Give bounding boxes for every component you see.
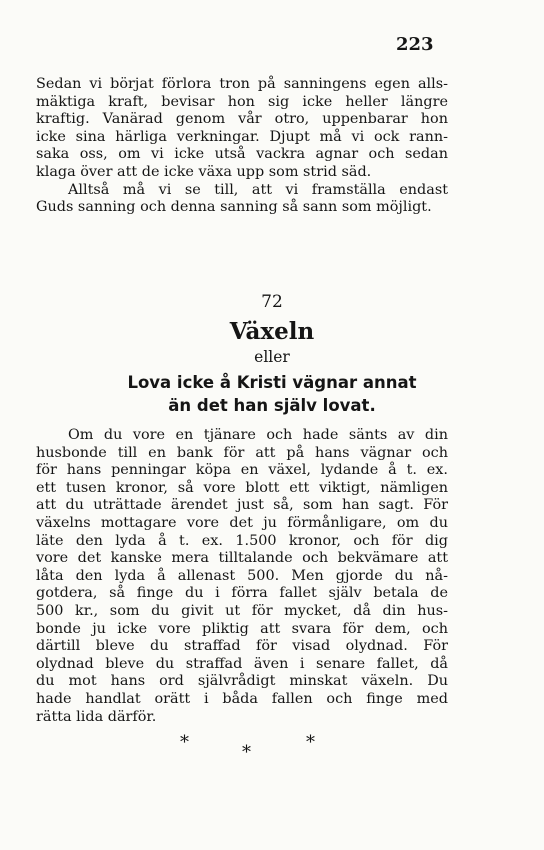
asterisk: * bbox=[242, 742, 251, 763]
text-line: att du uträttade ärendet just så, som han sagt. För bbox=[36, 497, 448, 514]
asterisk: * bbox=[180, 732, 189, 753]
text-line: Alltså må vi se till, att vi framställa endast bbox=[68, 181, 448, 198]
text-line: Sedan vi börjat förlora tron på sanningens egen alls- bbox=[36, 76, 448, 92]
text-line: Guds sanning och denna sanning så sann som möjligt. bbox=[36, 199, 432, 216]
text-line: vore det kanske mera tilltalande och bekvämare att bbox=[36, 550, 448, 567]
text-line: växelns mottagare vore det ju förmånligare, om du bbox=[36, 514, 448, 531]
text-line: olydnad bleve du straffad även i senare fallet, då bbox=[36, 655, 448, 672]
text-line: husbonde till en bank för att på hans vägnar och bbox=[36, 444, 448, 461]
text-line: rätta lida därför. bbox=[36, 708, 157, 725]
page-number: 223 bbox=[396, 34, 434, 55]
intro-paragraph bbox=[36, 76, 448, 217]
text-line: klaga över att de icke växa upp som strid säd. bbox=[36, 163, 372, 180]
text-line: saka oss, om vi icke utså vackra agnar och sedan bbox=[36, 146, 448, 163]
chapter-number: 72 bbox=[261, 292, 283, 312]
text-line: du mot hans ord självrådigt minskat växeln. Du bbox=[36, 673, 448, 690]
text-line: därtill bleve du straffad för visad olydnad. För bbox=[36, 638, 448, 655]
section-separator bbox=[160, 732, 350, 772]
title-conjunction: eller bbox=[254, 348, 290, 366]
subtitle-line: Lova icke å Kristi vägnar annat bbox=[127, 373, 417, 392]
text-line: hade handlat orätt i båda fallen och finge med bbox=[36, 690, 448, 707]
text-line: 500 kr., som du givit ut för mycket, då din hus- bbox=[36, 602, 448, 619]
text-line: låta den lyda å allenast 500. Men gjorde du nå- bbox=[36, 567, 448, 584]
subtitle-line: än det han själv lovat. bbox=[168, 396, 376, 415]
text-line: mäktiga kraft, bevisar hon sig icke heller längre bbox=[36, 93, 448, 110]
text-line: Om du vore en tjänare och hade sänts av din bbox=[68, 427, 448, 443]
text-line: ett tusen kronor, så vore blott ett viktigt, nämligen bbox=[36, 479, 448, 496]
asterisk: * bbox=[306, 732, 315, 753]
text-line: gotdera, så finge du i förra fallet själv betala de bbox=[36, 585, 448, 602]
text-line: läte den lyda å t. ex. 1.500 kronor, och för dig bbox=[36, 532, 448, 549]
body-paragraph bbox=[36, 427, 448, 726]
text-line: för hans penningar köpa en växel, lydande å t. ex. bbox=[36, 462, 448, 479]
chapter-subtitle bbox=[0, 371, 544, 417]
text-line: kraftig. Vanärad genom vår otro, uppenbarar hon bbox=[36, 111, 448, 128]
text-line: icke sina härliga verkningar. Djupt må vi ock rann- bbox=[36, 128, 448, 145]
text-line: bonde ju icke vore pliktig att svara för dem, och bbox=[36, 620, 448, 637]
chapter-title: Växeln bbox=[229, 318, 315, 345]
